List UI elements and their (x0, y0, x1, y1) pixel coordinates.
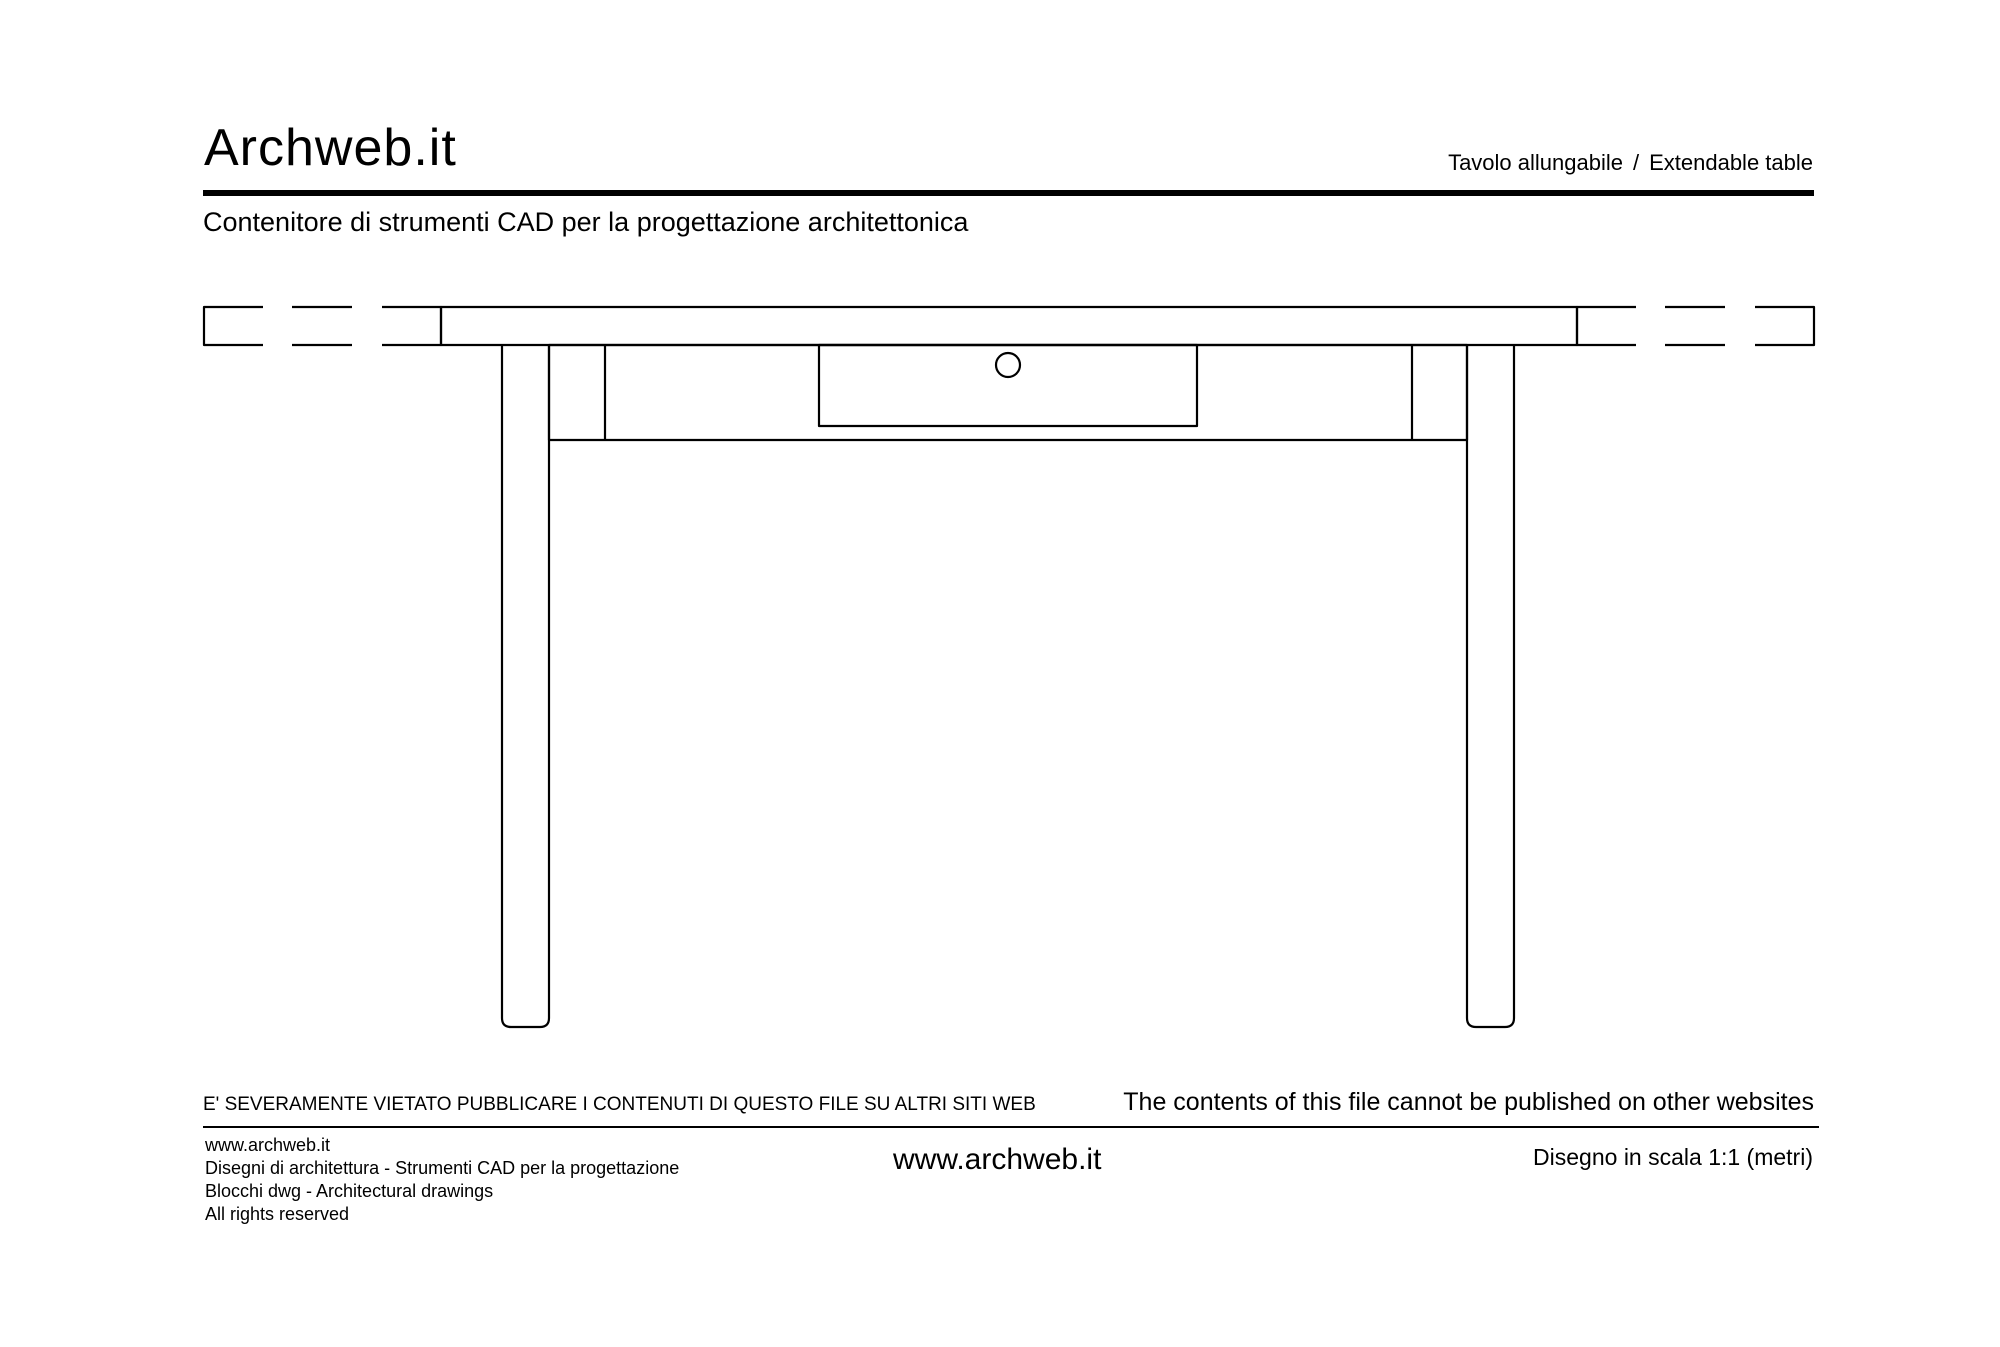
right-leg (1467, 345, 1514, 1027)
drawing-title-english: Extendable table (1649, 150, 1813, 175)
credits-line: All rights reserved (205, 1204, 350, 1224)
left-extension-leaf (204, 307, 441, 345)
drawing-title-separator: / (1632, 150, 1640, 175)
credits-line: www.archweb.it (205, 1135, 331, 1155)
right-extension-leaf (1577, 307, 1814, 345)
brand-logo-text: Archweb.it (204, 119, 457, 177)
notice-italian: E' SEVERAMENTE VIETATO PUBBLICARE I CONTENUTI DI QUESTO FILE SU ALTRI SITI WEB (203, 1094, 1036, 1115)
footer-rule (203, 1126, 1819, 1128)
credits-block (205, 1134, 679, 1226)
notice-english: The contents of this file cannot be published on other websites (1123, 1088, 1814, 1116)
table-top (441, 307, 1577, 345)
website-url: www.archweb.it (893, 1143, 1102, 1176)
credits-line: Disegni di architettura - Strumenti CAD per la progettazione (205, 1158, 680, 1178)
drawer (819, 345, 1197, 426)
credits-line: Blocchi dwg - Architectural drawings (205, 1181, 494, 1201)
drawer-knob (996, 353, 1020, 377)
page-subtitle: Contenitore di strumenti CAD per la progettazione architettonica (203, 207, 969, 237)
scale-note: Disegno in scala 1:1 (metri) (1533, 1144, 1813, 1170)
drawing-title-italian: Tavolo allungabile (1448, 150, 1623, 175)
left-leg (502, 345, 549, 1027)
